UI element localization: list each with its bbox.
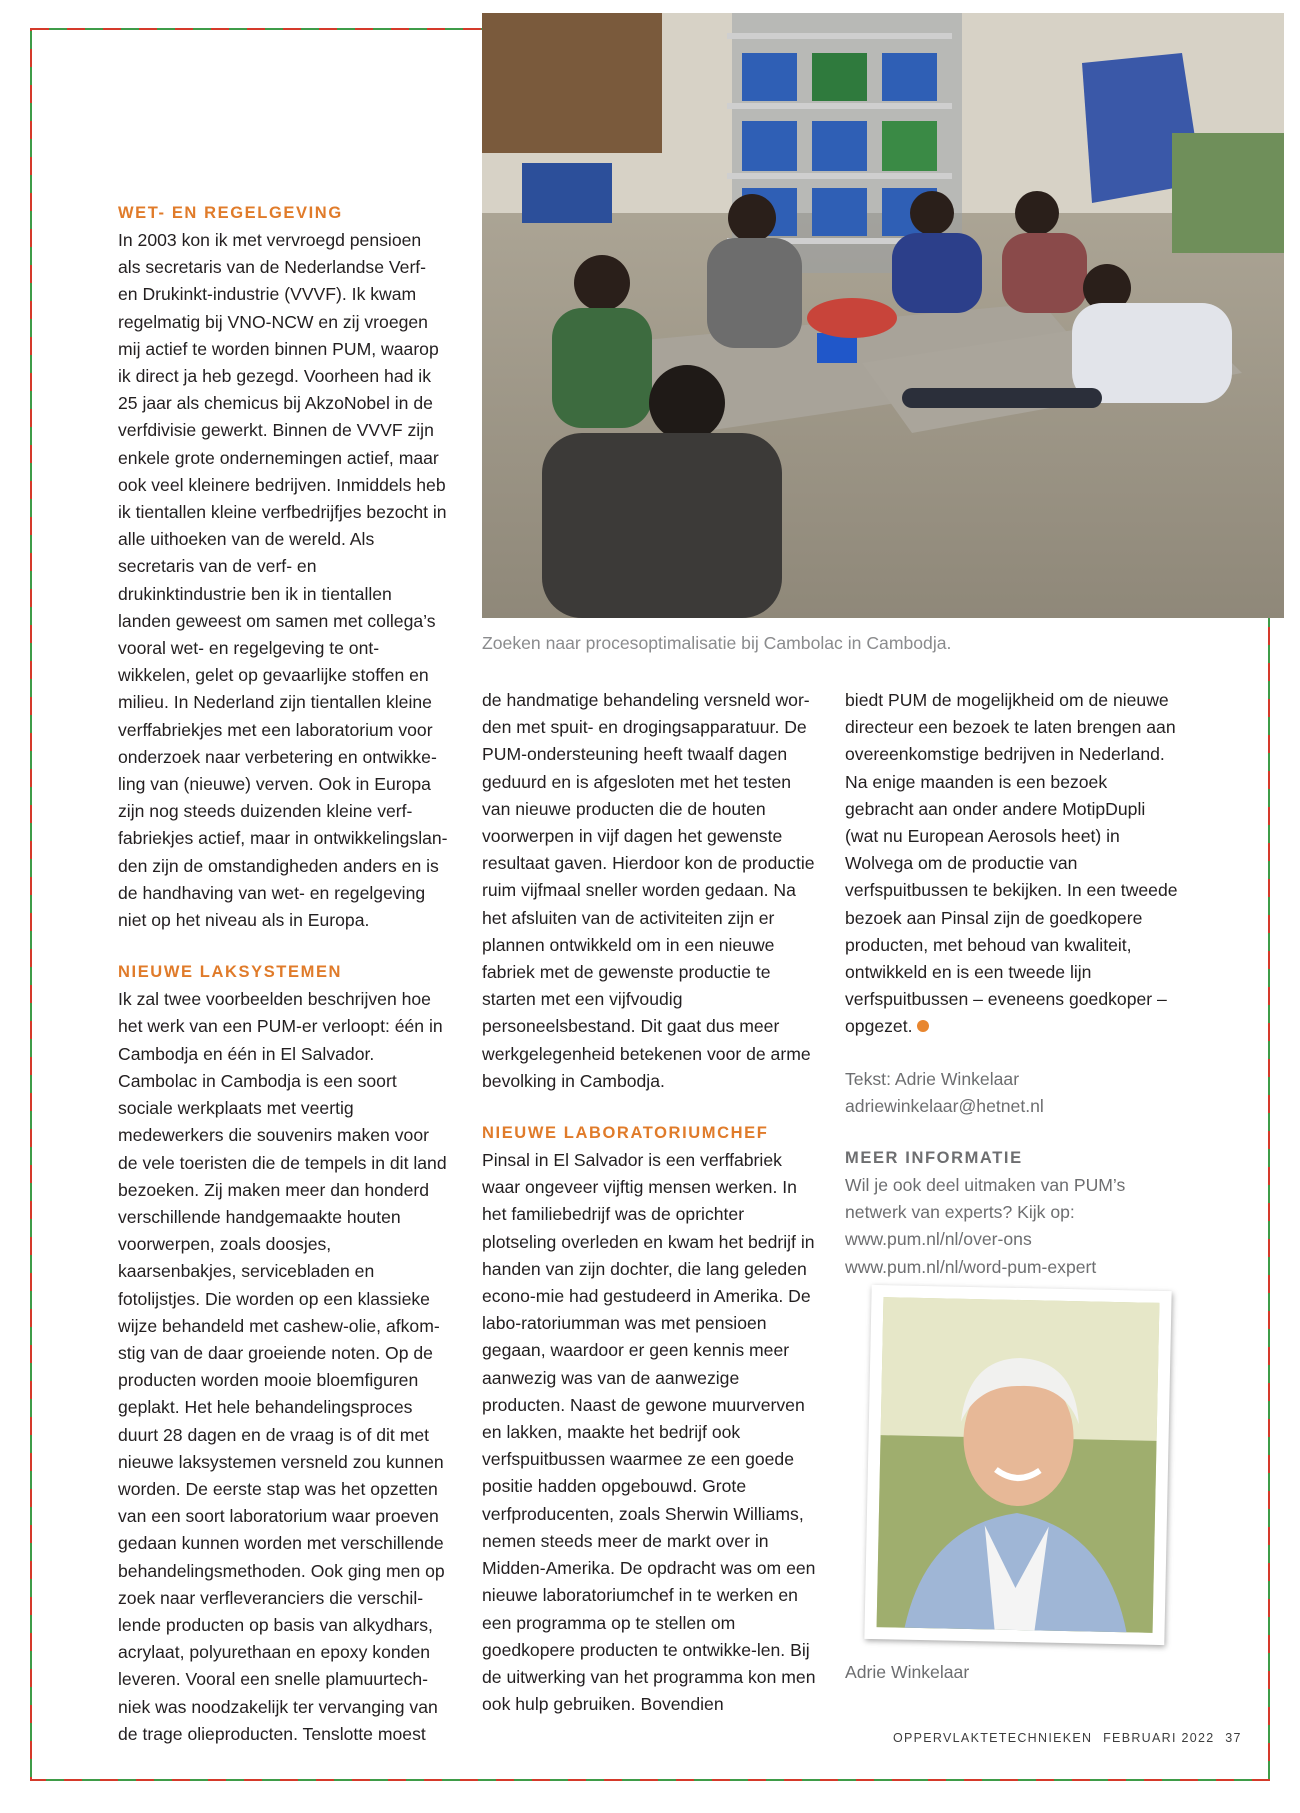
issue-date: FEBRUARI 2022: [1103, 1731, 1215, 1745]
portrait-illustration: [864, 1285, 1171, 1645]
heading-nieuwe-laboratoriumchef: NIEUWE LABORATORIUMCHEF: [482, 1124, 769, 1143]
photo-caption: Zoeken naar procesoptimalisatie bij Cambolac in Cambodja.: [482, 633, 952, 653]
workshop-illustration: [482, 13, 1284, 618]
link-word-pum-expert[interactable]: www.pum.nl/nl/word-pum-expert: [845, 1256, 1097, 1277]
column-1: [118, 200, 448, 1748]
page-number: 37: [1225, 1731, 1242, 1745]
magazine-name: OPPERVLAKTETECHNIEKEN: [893, 1731, 1093, 1745]
portrait-photo: [864, 1285, 1171, 1645]
column-3: [845, 687, 1180, 1281]
paragraph: In 2003 kon ik met vervroegd pensioen als secretaris van de Nederlandse Verf- en Drukinkt-industrie (VVVF). Ik kwam regelmatig bij VNO-NCW en zij vroegen mij actief te worden binnen PUM, waarop ik direct ja heb gezegd. Voorheen had ik 25 jaar als chemicus bij AkzoNobel in de verfdivisie gewerkt. Binnen de VVVF zijn enkele grote ondernemingen actief, maar ook veel kleinere bedrijven. Inmiddels heb ik tientallen kleine verfbedrijfjes bezocht in alle uithoeken van de wereld. Als secretaris van de verf- en drukinktindustrie ben ik in tientallen landen geweest om samen met collega’s vooral wet- en regelgeving te ont-wikkelen, gelet op gevaarlijke stoffen en milieu. In Nederland zijn tientallen kleine verffabriekjes met een laboratorium voor onderzoek naar verbetering en ontwikke-ling van (nieuwe) verven. Ook in Europa zijn nog steeds duizenden kleine verf-fabriekjes actief, maar in ontwikkelingslan-den zijn de omstandigheden anders en is de handhaving van wet- en regelgeving niet op het niveau als in Europa.: [118, 230, 448, 931]
link-over-ons[interactable]: www.pum.nl/nl/over-ons: [845, 1229, 1032, 1250]
paragraph: biedt PUM de mogelijkheid om de nieuwe directeur een bezoek te laten brengen aan overeenkomstige bedrijven in Nederland. Na enige maanden is een bezoek gebracht aan onder andere MotipDupli (wat nu European Aerosols heet) in Wolvega om de productie van verfspuitbussen te bekijken. In een tweede bezoek aan Pinsal zijn de goedkopere producten, met behoud van kwaliteit, ontwikkeld en is een tweede lijn verfspuitbussen – eveneens goedkoper – opgezet.: [845, 690, 1178, 1037]
author-credit: Tekst: Adrie Winkelaar: [845, 1068, 1020, 1089]
heading-nieuwe-laksystemen: NIEUWE LAKSYSTEMEN: [118, 963, 343, 982]
paragraph: Pinsal in El Salvador is een verffabriek waar ongeveer vijftig mensen werken. In het familiebedrijf was de oprichter plotseling overleden en kwam het bedrijf in handen van zijn dochter, die lang geleden econo-mie had gestudeerd in Amerika. De labo-ratoriumman was met pensioen gegaan, waardoor er geen kennis meer aanwezig was van de aanwezige producten. Naast de gewone muurverven en lakken, maakte het bedrijf ook verfspuitbussen waarmee ze een goede positie hadden opgebouwd. Grote verfproducenten, zoals Sherwin Williams, nemen steeds meer de markt over in Midden-Amerika. De opdracht was om een nieuwe laboratoriumchef in te werken en een programma op te stellen om goedkopere producten te ontwikke-len. Bij de uitwerking van het programma kon men ook hulp gebruiken. Bovendien: [482, 1150, 816, 1715]
workshop-photo: [482, 13, 1284, 618]
column-2: [482, 687, 818, 1718]
portrait-caption: Adrie Winkelaar: [845, 1662, 970, 1682]
end-mark-icon: [917, 1020, 929, 1032]
heading-meer-informatie: MEER INFORMATIE: [845, 1149, 1023, 1168]
heading-wet-en-regelgeving: WET- EN REGELGEVING: [118, 204, 343, 222]
author-email[interactable]: adriewinkelaar@hetnet.nl: [845, 1095, 1044, 1116]
page-footer: [893, 1731, 1248, 1745]
paragraph: Ik zal twee voorbeelden beschrijven hoe het werk van een PUM-er verloopt: één in Cambodja en één in El Salvador. Cambolac in Cambodja is een soort sociale werkplaats met veertig medewerkers die souvenirs maken voor de vele toeristen die de tempels in dit land bezoeken. Zij maken meer dan honderd verschillende handgemaakte houten voorwerpen, zoals doosjes, kaarsenbakjes, servicebladen en fotolijstjes. Die worden op een klassieke wijze behandeld met cashew-olie, afkom-stig van de daar groeiende noten. Op de producten worden mooie bloemfiguren geplakt. Het hele behandelingsproces duurt 28 dagen en de vraag is of dit met nieuwe laksystemen versneld zou kunnen worden. De eerste stap was het opzetten van een soort laboratorium waar proeven gedaan kunnen worden met verschillende behandelingsmethoden. Ook ging men op zoek naar verfleveranciers die verschil-lende producten op basis van alkydhars, acrylaat, polyurethaan en epoxy konden leveren. Vooral een snelle plamuurtech-niek was noodzakelijk ter vervanging van de trage olieproducten. Tenslotte moest: [118, 989, 447, 1744]
info-text: Wil je ook deel uitmaken van PUM’s netwerk van experts? Kijk op:: [845, 1175, 1126, 1223]
paragraph: de handmatige behandeling versneld wor-den met spuit- en drogingsapparatuur. De PUM-ondersteuning heeft twaalf dagen geduurd en is afgesloten met het testen van nieuwe producten die de houten voorwerpen in vijf dagen het gewenste resultaat gaven. Hierdoor kon de productie ruim vijfmaal sneller worden gedaan. Na het afsluiten van de activiteiten zijn er plannen ontwikkeld om in een nieuwe fabriek met de gewenste productie te starten met een vijfvoudig personeelsbestand. Dit gaat dus meer werkgelegenheid betekenen voor de arme bevolking in Cambodja.: [482, 690, 815, 1091]
